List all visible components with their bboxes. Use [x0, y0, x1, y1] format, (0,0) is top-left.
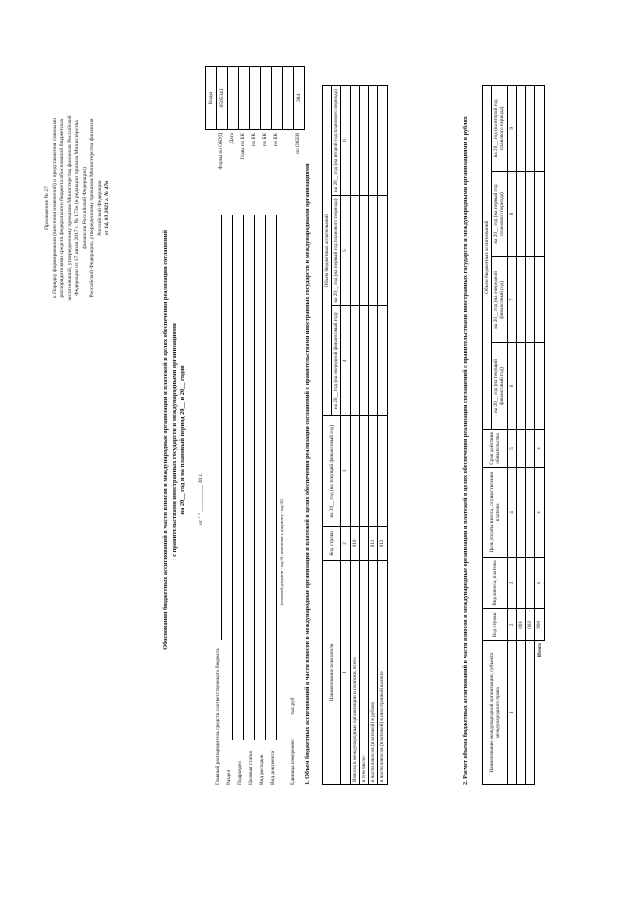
code-label: по БК — [273, 133, 279, 147]
appendix-line: к Порядку формирования (внесения изменений) и представления главными — [51, 117, 58, 299]
document-title — [162, 95, 188, 785]
cell[interactable] — [359, 416, 368, 526]
field-line[interactable] — [221, 215, 222, 640]
cell[interactable] — [350, 416, 359, 526]
cell[interactable] — [359, 306, 368, 416]
table-row-total — [535, 86, 544, 785]
total-label: Итого — [535, 641, 544, 785]
appendix-date: от 14, 03 2021 г. № 47н — [104, 180, 111, 236]
table-row — [350, 86, 359, 785]
total-x: x — [535, 557, 544, 609]
appendix-line: Федерации от 17 июля 2017 г. № 173н (в редакции приказа Министерства — [74, 120, 81, 296]
cell[interactable] — [350, 86, 359, 196]
cell[interactable] — [516, 171, 525, 257]
appendix-line: распорядителями средств федерального бюджета обоснований бюджетных — [59, 118, 66, 298]
cell[interactable] — [350, 306, 359, 416]
cell[interactable] — [359, 86, 368, 196]
field-label-expense-type: Вид расходов — [259, 754, 265, 785]
unit-value: тыс.руб — [290, 697, 296, 715]
cell[interactable] — [516, 557, 525, 609]
col-first-header: на 20__ год (на первый год планового периода) — [492, 171, 507, 257]
col-number: 1 — [341, 560, 350, 784]
col-number: 9 — [507, 86, 516, 172]
code-value[interactable] — [239, 67, 250, 130]
code-value[interactable] — [272, 67, 283, 130]
cell[interactable] — [526, 343, 535, 429]
col-kind-header: Вид взноса, платежа — [483, 557, 508, 609]
cell[interactable] — [516, 641, 525, 785]
code-value[interactable]: 0505343 — [217, 67, 228, 130]
codes-labels — [205, 133, 304, 205]
col-first-header: на 20__ год (на первый год планового периода) — [332, 196, 341, 306]
table-row — [378, 86, 387, 785]
row-code: 002 — [526, 609, 535, 641]
field-label-grbs: Главный распорядитель средств соответствующего бюджета — [215, 648, 221, 785]
field-label-doc-type: Вид документа — [270, 750, 276, 785]
col-number: 4 — [341, 306, 350, 416]
cell[interactable] — [526, 257, 535, 343]
codes-table — [205, 66, 305, 130]
col-number: 1 — [507, 641, 516, 785]
cell[interactable] — [526, 86, 535, 172]
row-name: в части взносов (платежей) в рублях — [369, 560, 378, 784]
col-cur-header: на 20__ год (на текущий финансовый год) — [492, 343, 507, 429]
appendix-line: финансов Российской Федерации) — [81, 167, 88, 249]
cell[interactable] — [378, 196, 387, 306]
row-code — [359, 526, 368, 560]
cell[interactable] — [378, 86, 387, 196]
field-label-section: Раздел — [226, 770, 232, 785]
code-value[interactable] — [250, 67, 261, 130]
field-line[interactable] — [254, 215, 255, 740]
code-label: Глава по БК — [240, 133, 246, 160]
cell[interactable] — [535, 86, 544, 172]
col-next-header: на 20__ год (на очередной финансовый год) — [332, 306, 341, 416]
cell[interactable] — [369, 306, 378, 416]
col-code-header: Код строки — [483, 609, 508, 641]
row-code: 001 — [516, 609, 525, 641]
appendix-line: Российской Федерации, утвержденному приказом Министерства финансов — [89, 118, 96, 298]
code-label: по БК — [262, 133, 268, 147]
section2-title: 2. Расчет объема бюджетных ассигнований в части взносов в международные организации и платежей в целях обеспечения реализации соглашений с правительствами иностранных государств и международными организациями в рублях — [462, 116, 469, 785]
title-line-1: Обоснования бюджетных ассигнований в части взносов в международные организации и платежей в целях обеспечения реализации соглашений — [162, 230, 169, 650]
doc-type-hint: (основной документ - код 01; изменение к документу - код 02) — [279, 499, 284, 605]
cell[interactable] — [516, 468, 525, 557]
col-next-header: на 20__ год (на очередной финансовый год) — [492, 257, 507, 343]
field-line[interactable] — [265, 215, 266, 740]
code-value[interactable] — [261, 67, 272, 130]
date-line: от " " __________ 20 г. — [198, 473, 204, 525]
row-name: в том числе: — [359, 560, 368, 784]
field-line[interactable] — [243, 215, 244, 740]
cell[interactable] — [516, 257, 525, 343]
code-label: Дата — [229, 133, 235, 144]
cell[interactable] — [359, 196, 368, 306]
col-number: 7 — [507, 257, 516, 343]
cell[interactable] — [369, 196, 378, 306]
col-number: 2 — [507, 609, 516, 641]
row-name: Взносы в международные организации и платежи, всего — [350, 560, 359, 784]
col-second-header: на 20__ год (на второй год планового периода) — [492, 86, 507, 172]
col-number: 6 — [507, 343, 516, 429]
cell[interactable] — [516, 343, 525, 429]
cell[interactable] — [526, 557, 535, 609]
total-code: 900 — [535, 609, 544, 641]
table-row — [526, 86, 535, 785]
table-row — [359, 86, 368, 785]
col-code-header: Код строки — [323, 526, 341, 560]
cell[interactable] — [350, 196, 359, 306]
cell[interactable] — [526, 171, 535, 257]
col-purpose-header: Цель уплаты взноса, осуществления платежа — [483, 468, 508, 557]
col-number: 2 — [341, 526, 350, 560]
codes-header: Коды — [206, 67, 217, 130]
col-volume-header: Объем бюджетных ассигнований — [323, 86, 332, 416]
col-number: 6 — [341, 86, 350, 196]
row-code: 011 — [369, 526, 378, 560]
field-line[interactable] — [232, 215, 233, 740]
code-value[interactable]: 384 — [294, 67, 305, 130]
code-value[interactable] — [283, 67, 294, 130]
total-x: x — [535, 429, 544, 468]
field-label-subsection: Подраздел — [237, 761, 243, 785]
col-term-header: Срок действия обязательства — [483, 429, 508, 468]
table-row — [369, 86, 378, 785]
cell[interactable] — [526, 641, 535, 785]
code-label: по ОКЕИ — [295, 133, 301, 154]
cell[interactable] — [535, 343, 544, 429]
col-name-header: Наименование показателя — [323, 560, 341, 784]
cell[interactable] — [535, 171, 544, 257]
appendix-title: Приложение № 27 — [44, 186, 50, 230]
section1-table — [322, 85, 388, 785]
col-second-header: на 20__ год (на второй год планового периода) — [332, 86, 341, 196]
row-name: в части взносов (платежей) в иностранной валюте — [378, 560, 387, 784]
col-number: 3 — [507, 557, 516, 609]
cell[interactable] — [535, 257, 544, 343]
section1-title: 1. Объем бюджетных ассигнований в части взносов в международные организации и платежей в целях обеспечения реализации соглашений с правительствами иностранных государств и международными организациями — [304, 163, 311, 785]
row-code: 010 — [350, 526, 359, 560]
cell[interactable] — [526, 468, 535, 557]
appendix-line: Российской Федерации — [96, 180, 103, 236]
table-row — [516, 86, 525, 785]
col-number: 5 — [507, 429, 516, 468]
col-number: 4 — [507, 468, 516, 557]
code-label — [282, 133, 293, 205]
appendix-block — [44, 78, 112, 338]
col-number: 8 — [507, 171, 516, 257]
total-x: x — [535, 468, 544, 557]
code-value[interactable] — [228, 67, 239, 130]
cell[interactable] — [369, 416, 378, 526]
col-cur-header: на 20__ год (на текущий финансовый год) — [323, 416, 341, 526]
cell[interactable] — [378, 306, 387, 416]
code-label: по БК — [251, 133, 257, 147]
cell[interactable] — [516, 429, 525, 468]
col-number: 3 — [341, 416, 350, 526]
row-code: 012 — [378, 526, 387, 560]
field-line[interactable] — [276, 215, 277, 740]
cell[interactable] — [378, 416, 387, 526]
field-label-unit: Единица измерения: — [290, 738, 296, 785]
cell[interactable] — [516, 86, 525, 172]
col-volume-header: Объем бюджетных ассигнований — [483, 86, 492, 430]
cell[interactable] — [526, 429, 535, 468]
code-label: Форма по ОКУД — [218, 133, 224, 170]
col-number: 5 — [341, 196, 350, 306]
col-org-header: Наименование международной организации, субъекта международного права — [483, 641, 508, 785]
title-line-2: с правительствами иностранных государств и международными организациями — [170, 323, 178, 557]
appendix-line: ассигнований, утвержденному приказом Министерства финансов Российской — [66, 115, 73, 301]
field-label-target: Целевая статья — [248, 751, 254, 785]
cell[interactable] — [369, 86, 378, 196]
title-line-3: на 20__ год и на плановый период 20__ и 20__ годов — [179, 365, 187, 515]
section2-table — [482, 85, 545, 785]
